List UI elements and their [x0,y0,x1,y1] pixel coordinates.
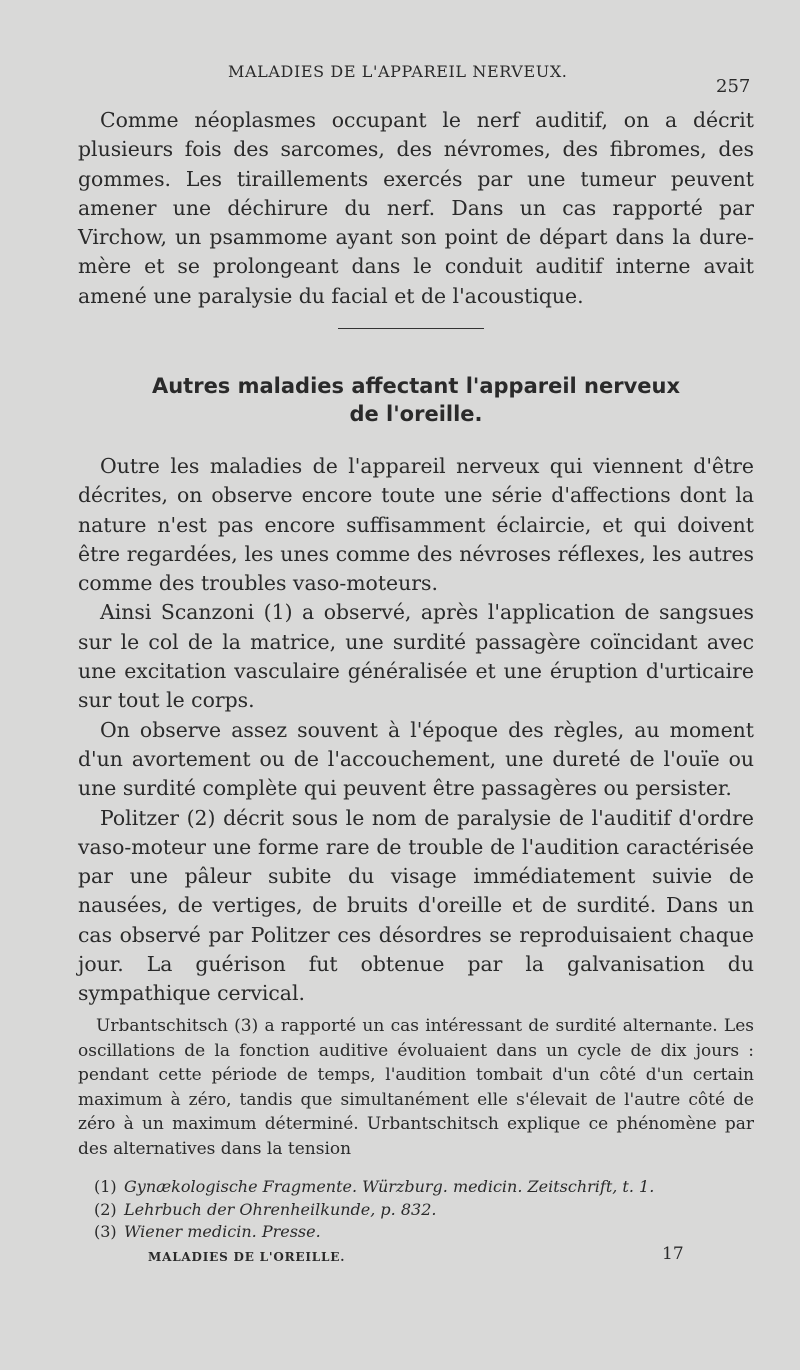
section-title [78,372,754,428]
footnote-number: (2) [94,1199,117,1219]
footnote [94,1221,734,1244]
footnote-text: Lehrbuch der Ohrenheilkunde, p. 832. [124,1199,437,1219]
section-title-line-1: Autres maladies affectant l'appareil nerveux [151,374,681,398]
paragraph: Politzer (2) décrit sous le nom de paralysie de l'auditif d'ordre vaso-moteur une forme rare de trouble de l'audition caractérisée par une pâleur subite du visage immédiatement suivie de nausées, de vertiges, de bruits d'oreille et de surdité. Dans un cas observé par Politzer ces désordres se reproduisaient chaque jour. La guérison fut obtenue par la galvanisation du sympathique cervical. [78,805,754,1006]
paragraph: Ainsi Scanzoni (1) a observé, après l'application de sangsues sur le col de la matrice, une surdité passagère coïncidant avec une excitation vasculaire généralisée et une éruption d'urticaire sur tout le corps. [78,600,754,713]
section-separator [338,328,484,329]
footnote [94,1199,734,1222]
footnote-number: (3) [94,1222,117,1241]
footnote-text: Gynækologische Fragmente. Würzburg. medicin. Zeitschrift, t. 1. [124,1177,655,1196]
intro-text [78,106,754,311]
footnotes [94,1176,734,1244]
paragraph: Outre les maladies de l'appareil nerveux qui viennent d'être décrites, on observe encore toute une série d'affections dont la nature n'est pas encore suffisamment éclaircie, et qui doivent être regardées, les unes comme des névroses réflexes, les autres comme des troubles vaso-moteurs. [78,454,754,596]
footnote-text: Wiener medicin. Presse. [124,1222,321,1241]
printer-signature: MALADIES DE L'OREILLE. [148,1250,346,1264]
page-number: 257 [716,76,751,97]
section-title-line-2: de l'oreille. [349,402,483,426]
running-head: MALADIES DE L'APPAREIL NERVEUX. [228,62,568,81]
small-print-text [78,1014,754,1161]
signature-number: 17 [662,1244,684,1264]
footnote [94,1176,734,1199]
paragraph: On observe assez souvent à l'époque des règles, au moment d'un avortement ou de l'accouchement, une dureté de l'ouïe ou une surdité complète qui peuvent être passagères ou persister. [78,717,754,801]
main-text [78,452,754,1009]
footnote-number: (1) [94,1177,117,1196]
intro-paragraph: Comme néoplasmes occupant le nerf auditif, on a décrit plusieurs fois des sarcomes, des névromes, des fibromes, des gommes. Les tiraillements exercés par une tumeur peuvent amener une déchirure du nerf. Dans un cas rapporté par Virchow, un psammome ayant son point de départ dans la dure-mère et se prolongeant dans le conduit auditif interne avait amené une paralysie du facial et de l'acoustique. [78,108,754,308]
small-paragraph: Urbantschitsch (3) a rapporté un cas intéressant de surdité alternante. Les oscillations de la fonction auditive évoluaient dans un cycle de dix jours : pendant cette période de temps, l'audition tombait d'un côté d'un certain maximum à zéro, tandis que simultanément elle s'élevait de l'autre côté de zéro à un maximum déterminé. Urbantschitsch explique ce phénomène par des alternatives dans la tension [78,1016,754,1159]
